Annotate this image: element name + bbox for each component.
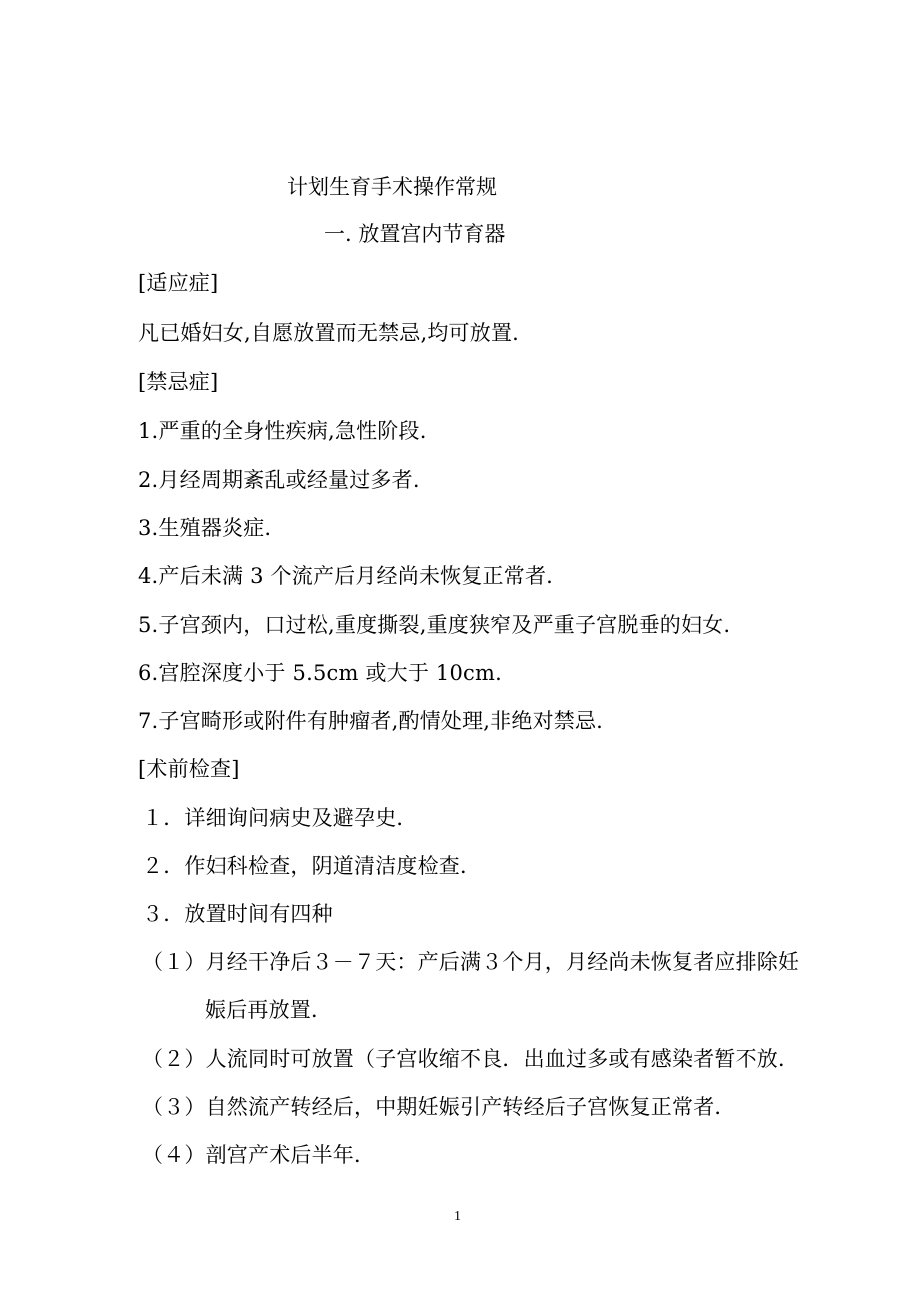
contraindications-heading: [禁忌症] (138, 370, 219, 394)
timing-item: （３）自然流产转经后，中期妊娠引产转经后子宫恢复正常者． (142, 1095, 736, 1119)
contraindication-item: 1.严重的全身性疾病,急性阶段. (138, 419, 427, 443)
section-heading: 一. 放置宫内节育器 (324, 222, 506, 246)
contraindication-item: 2.月经周期紊乱或经量过多者. (138, 468, 420, 492)
contraindication-item: 4.产后未满 3 个流产后月经尚未恢复正常者. (138, 564, 554, 588)
contraindication-item: 3.生殖器炎症. (138, 516, 272, 540)
preop-exam-item: １．详细询问病史及避孕史． (142, 806, 418, 830)
contraindication-item: 7.子宫畸形或附件有肿瘤者,酌情处理,非绝对禁忌. (138, 709, 604, 733)
preop-exam-item: ２．作妇科检查，阴道清洁度检查． (142, 854, 482, 878)
document-title: 计划生育手术操作常规 (287, 175, 497, 199)
contraindication-item: 5.子宫颈内，口过松,重度撕裂,重度狭窄及严重子宫脱垂的妇女. (138, 613, 731, 637)
page-number: 1 (454, 1209, 461, 1224)
timing-item: （１）月经干净后３－７天：产后满３个月，月经尚未恢复者应排除妊 (142, 950, 800, 974)
indications-heading: [适应症] (138, 271, 219, 295)
timing-item: （４）剖宫产术后半年． (142, 1143, 376, 1167)
preop-exam-heading: [术前检查] (138, 757, 240, 781)
preop-exam-item: ３．放置时间有四种 (142, 902, 333, 926)
indications-text: 凡已婚妇女,自愿放置而无禁忌,均可放置. (138, 321, 520, 345)
contraindication-item: 6.宫腔深度小于 5.5cm 或大于 10cm. (138, 661, 503, 685)
timing-item: （２）人流同时可放置（子宫收缩不良．出血过多或有感染者暂不放． (142, 1047, 800, 1071)
timing-item-continuation: 娠后再放置． (205, 998, 333, 1022)
